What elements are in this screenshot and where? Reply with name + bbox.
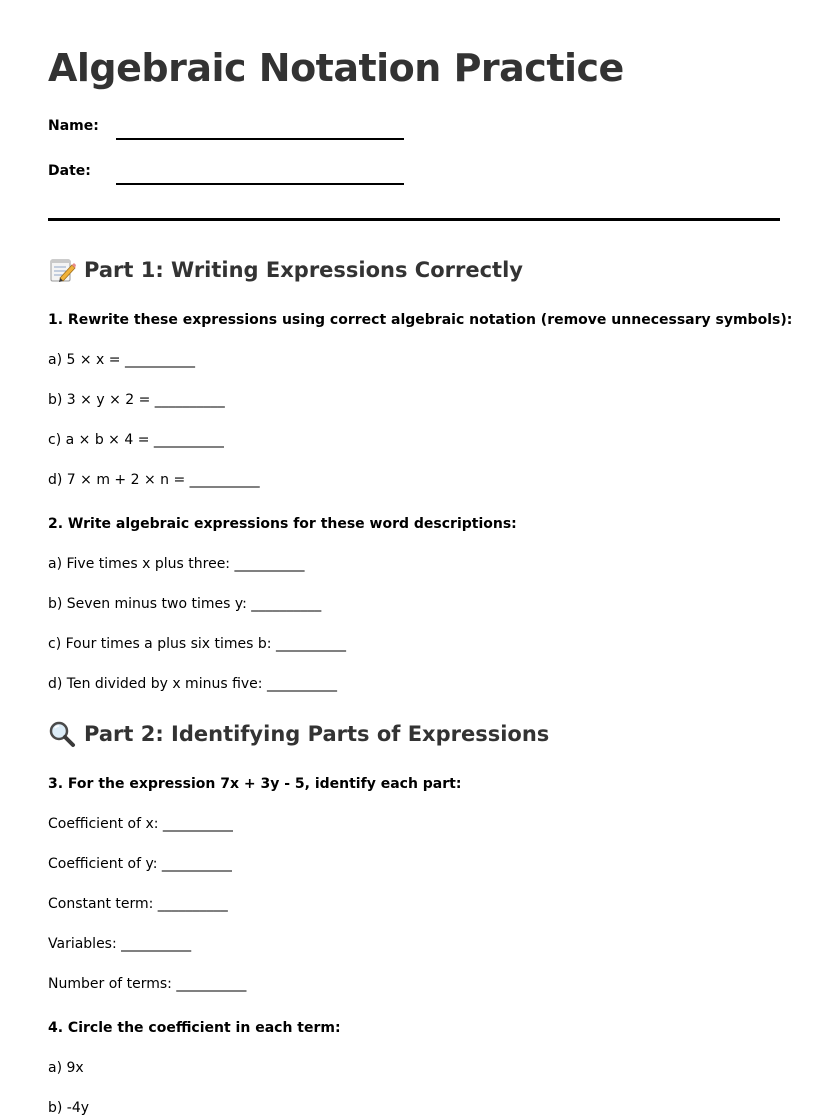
memo-pencil-icon	[48, 256, 76, 284]
q2-item-c: c) Four times a plus six times b: __________	[48, 636, 346, 652]
q2-item-a: a) Five times x plus three: __________	[48, 556, 305, 572]
part2-heading-text: Part 2: Identifying Parts of Expressions	[84, 722, 550, 746]
date-blank-line[interactable]	[116, 183, 404, 185]
date-field	[48, 163, 408, 185]
magnifying-glass-icon	[48, 720, 76, 748]
q2-item-d: d) Ten divided by x minus five: __________	[48, 676, 337, 692]
q3-number-of-terms: Number of terms: __________	[48, 976, 247, 992]
page-title: Algebraic Notation Practice	[48, 46, 624, 90]
question-4-prompt: 4. Circle the coefficient in each term:	[48, 1020, 341, 1036]
q2-item-b: b) Seven minus two times y: __________	[48, 596, 322, 612]
name-field	[48, 118, 408, 140]
q1-item-c: c) a × b × 4 = __________	[48, 432, 224, 448]
part2-heading	[48, 720, 549, 748]
part1-heading-text: Part 1: Writing Expressions Correctly	[84, 258, 523, 282]
date-label: Date:	[48, 163, 91, 179]
q1-item-b: b) 3 × y × 2 = __________	[48, 392, 225, 408]
q3-constant-term: Constant term: __________	[48, 896, 228, 912]
name-label: Name:	[48, 118, 99, 134]
part1-heading	[48, 256, 523, 284]
q1-item-a: a) 5 × x = __________	[48, 352, 195, 368]
name-blank-line[interactable]	[116, 138, 404, 140]
q4-item-a: a) 9x	[48, 1060, 84, 1076]
q3-coefficient-x: Coefficient of x: __________	[48, 816, 233, 832]
q3-variables: Variables: __________	[48, 936, 192, 952]
q3-coefficient-y: Coefficient of y: __________	[48, 856, 232, 872]
header-divider	[48, 218, 780, 221]
q4-item-b: b) -4y	[48, 1100, 90, 1116]
question-1-prompt: 1. Rewrite these expressions using correct algebraic notation (remove unnecessary symbols):	[48, 312, 793, 328]
question-2-prompt: 2. Write algebraic expressions for these word descriptions:	[48, 516, 517, 532]
q1-item-d: d) 7 × m + 2 × n = __________	[48, 472, 260, 488]
question-3-prompt: 3. For the expression 7x + 3y - 5, identify each part:	[48, 776, 462, 792]
